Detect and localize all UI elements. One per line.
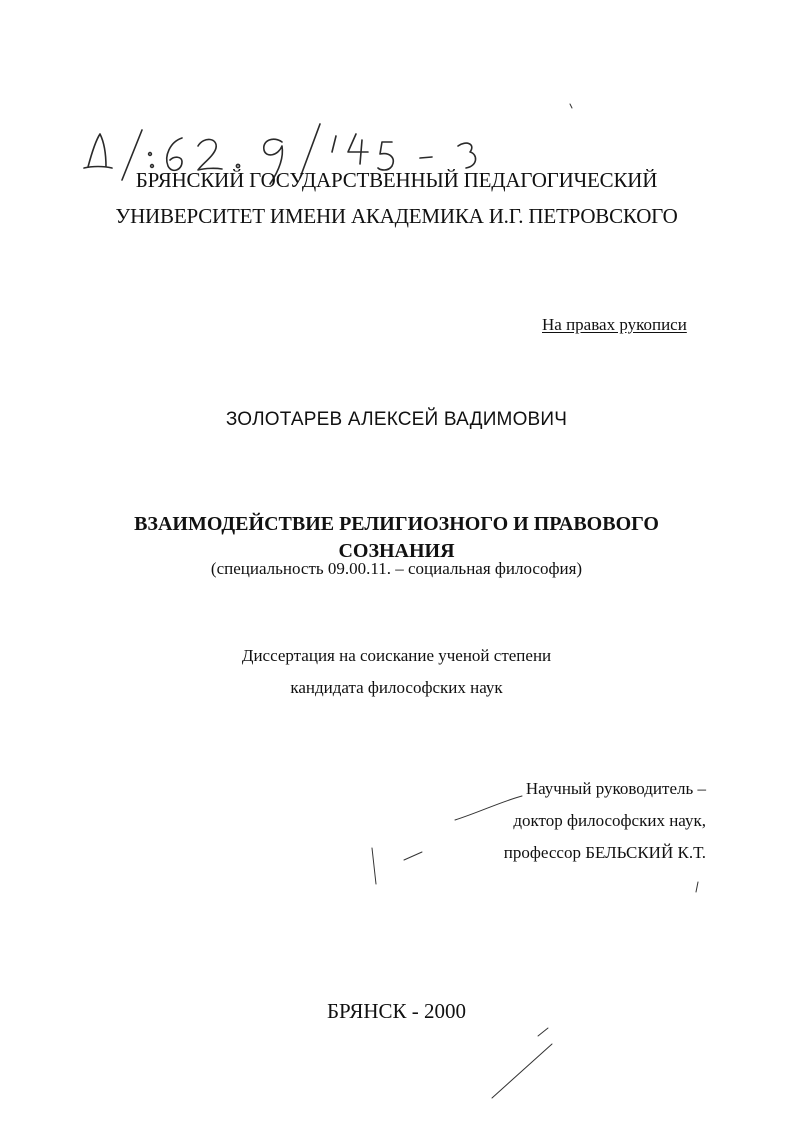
thesis-degree-line-2: кандидата философских наук	[290, 678, 503, 697]
manuscript-notice: На правах рукописи	[542, 315, 687, 334]
dissertation-title	[0, 511, 793, 565]
dissertation-title-line-1: ВЗАИМОДЕЙСТВИЕ РЕЛИГИОЗНОГО И ПРАВОВОГО	[134, 513, 659, 535]
thesis-degree-line-1: Диссертация на соискание ученой степени	[241, 646, 552, 665]
university-name-line-1: БРЯНСКИЙ ГОСУДАРСТВЕННЫЙ ПЕДАГОГИЧЕСКИЙ	[135, 168, 658, 192]
specialty: (специальность 09.00.11. – социальная философия)	[210, 559, 583, 578]
author-name: ЗОЛОТАРЕВ АЛЕКСЕЙ ВАДИМОВИЧ	[225, 409, 568, 430]
dissertation-title-line-2: СОЗНАНИЯ	[338, 540, 455, 562]
university-name-line-2: УНИВЕРСИТЕТ ИМЕНИ АКАДЕМИКА И.Г. ПЕТРОВСКОГО	[115, 204, 678, 228]
supervisor-line-2: доктор философских наук,	[513, 811, 706, 830]
supervisor-line-1: Научный руководитель –	[525, 779, 706, 798]
city-year: БРЯНСК - 2000	[326, 999, 467, 1023]
supervisor-line-3: профессор БЕЛЬСКИЙ К.Т.	[503, 843, 706, 862]
supervisor-block	[470, 773, 706, 869]
